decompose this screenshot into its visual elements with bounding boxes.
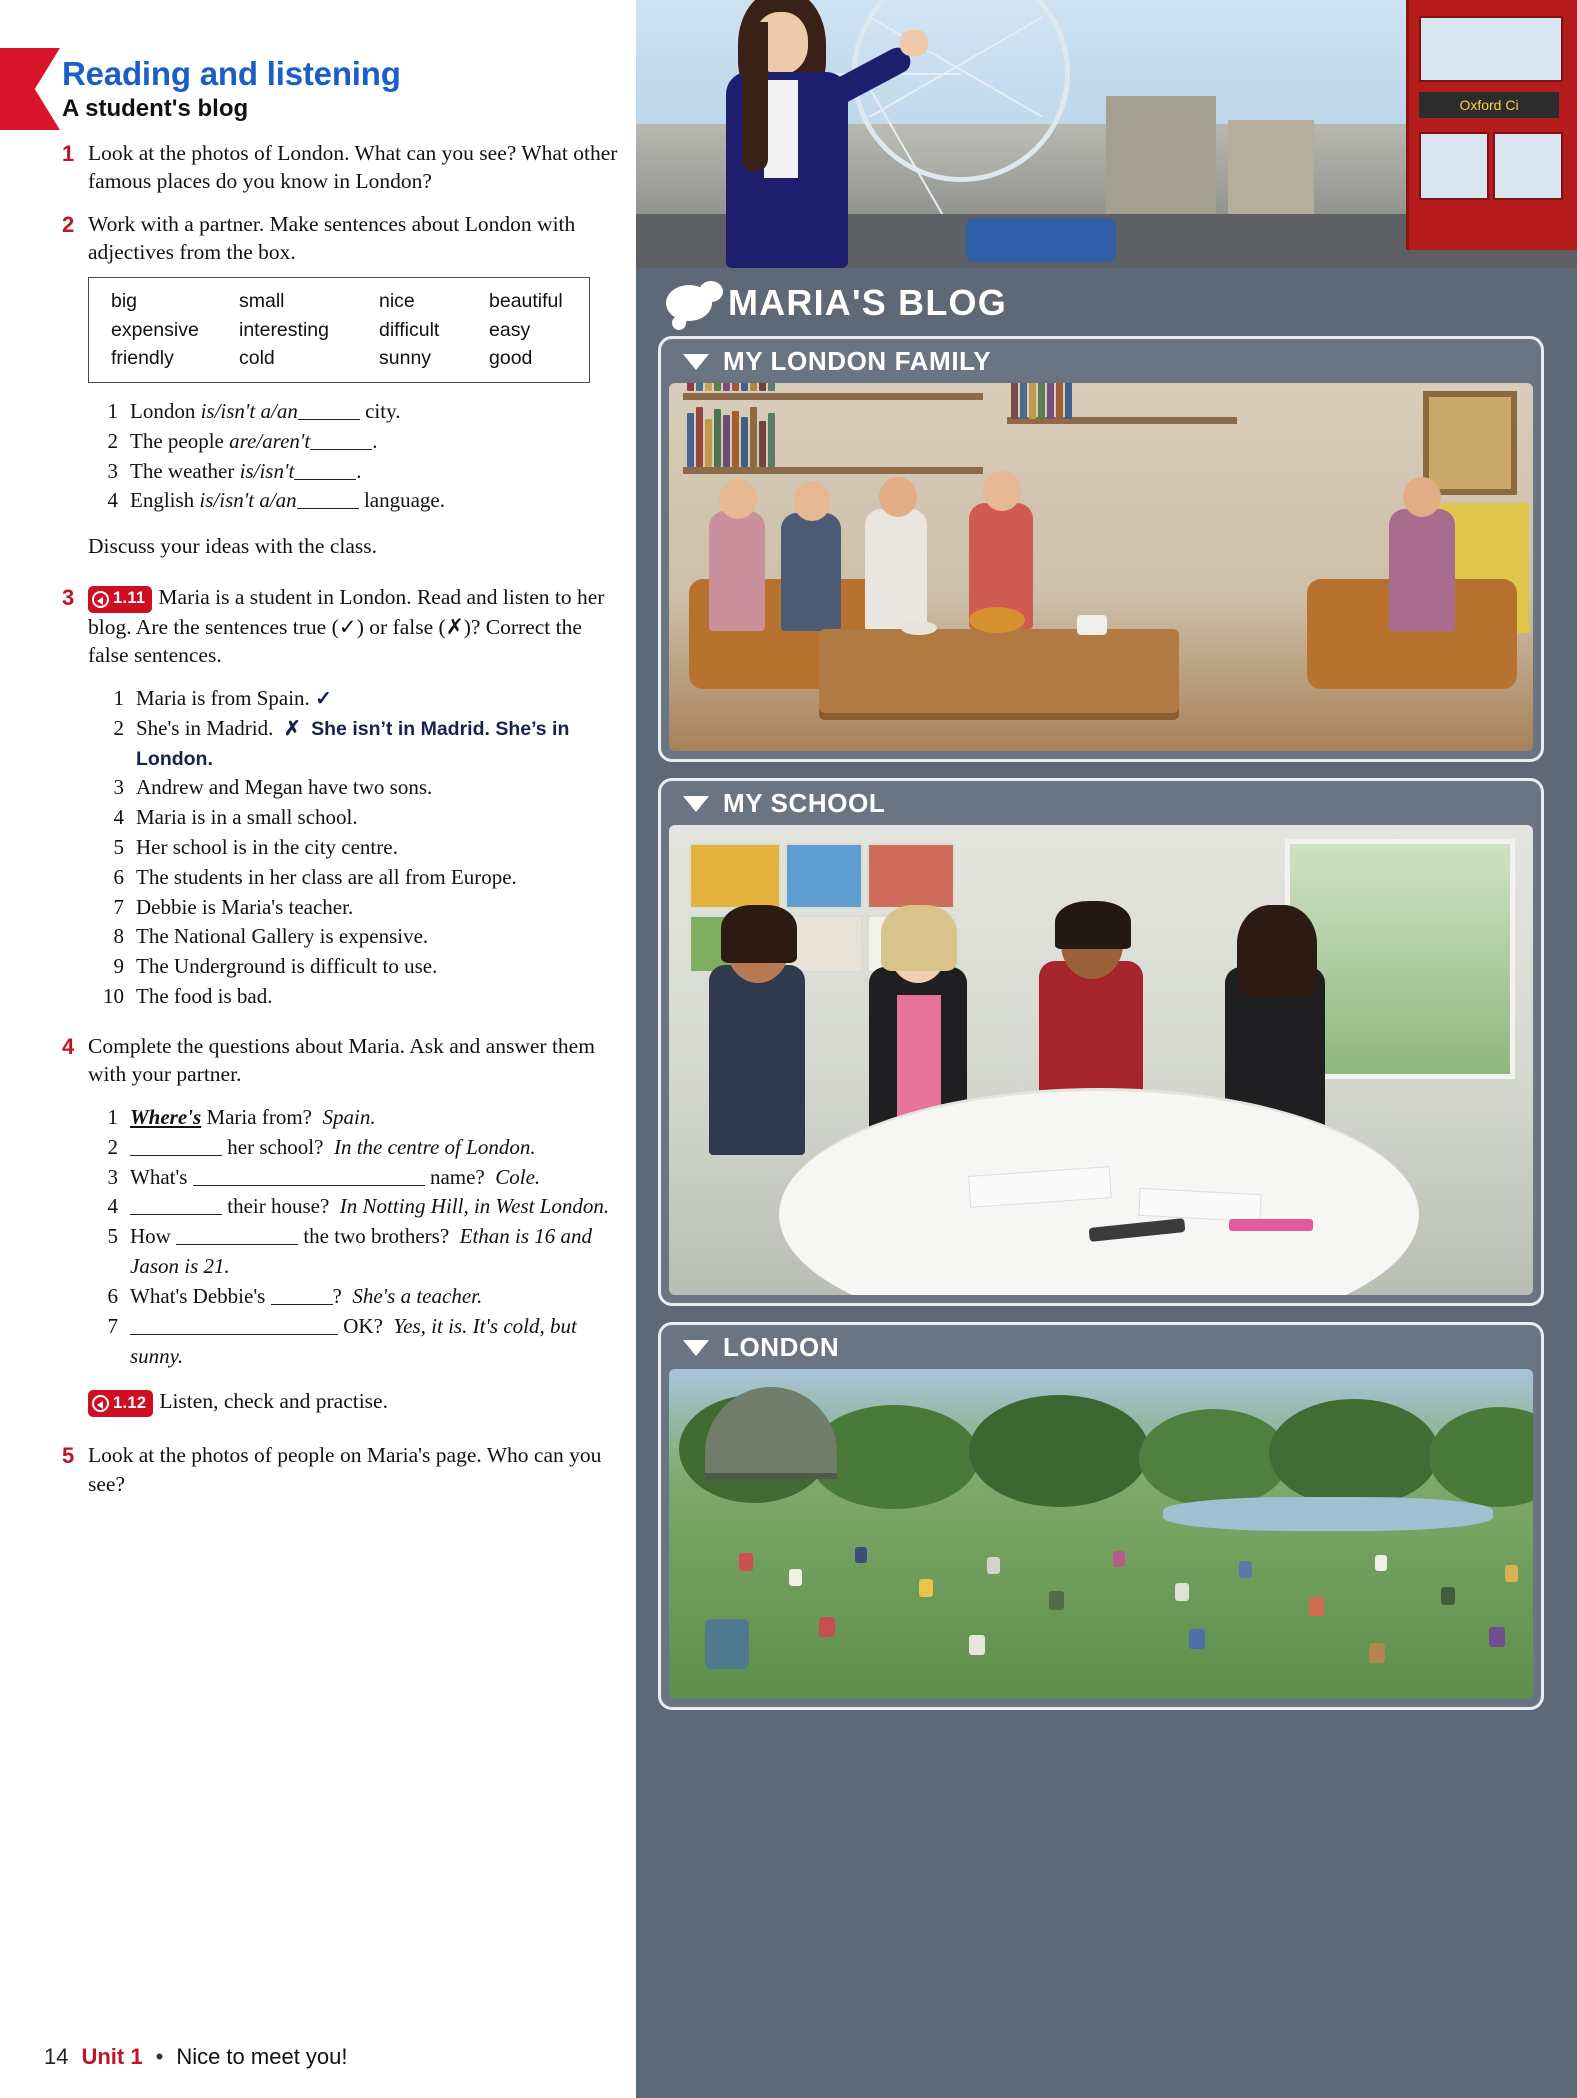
plate bbox=[901, 621, 937, 635]
item-number: 5 bbox=[113, 834, 124, 859]
hero-photo-london-eye bbox=[636, 0, 1577, 268]
model-answer: In Notting Hill, in West London. bbox=[339, 1194, 610, 1219]
wall-poster bbox=[689, 843, 781, 909]
exercise-1-text: Look at the photos of London. What can you see? What other famous places do you know in London? bbox=[88, 140, 618, 194]
item-number: 2 bbox=[113, 715, 124, 740]
list-item bbox=[88, 863, 622, 893]
books bbox=[687, 383, 775, 391]
exercise-4-number: 4 bbox=[62, 1033, 75, 1059]
exercise-5 bbox=[62, 1441, 622, 1498]
item-number: 5 bbox=[107, 1224, 118, 1249]
list-item bbox=[88, 1192, 622, 1222]
question-post: her school? bbox=[222, 1134, 324, 1159]
exercise-4-body bbox=[88, 1032, 622, 1418]
person-head bbox=[793, 481, 831, 521]
question-pre: What's Debbie's bbox=[130, 1283, 271, 1308]
triangle-down-icon[interactable] bbox=[683, 796, 709, 812]
figure-hand bbox=[900, 30, 928, 56]
item-text bbox=[130, 1282, 622, 1312]
question-pre: How bbox=[130, 1224, 177, 1249]
item-text bbox=[130, 486, 622, 516]
audio-badge-1-11[interactable] bbox=[88, 586, 152, 613]
person-head bbox=[983, 471, 1021, 511]
person bbox=[1389, 509, 1455, 631]
list-item bbox=[88, 893, 622, 923]
blog-header bbox=[636, 268, 1577, 336]
student-hair bbox=[1237, 905, 1317, 997]
question-pre: What's bbox=[130, 1164, 193, 1189]
item-text bbox=[130, 457, 622, 487]
blog-title: MARIA'S BLOG bbox=[728, 282, 1007, 323]
question-post: their house? bbox=[222, 1194, 330, 1219]
item-text: The students in her class are all from Europe. bbox=[136, 864, 517, 889]
student-photo-figure bbox=[692, 0, 892, 268]
cup bbox=[1077, 615, 1107, 635]
student-hair bbox=[1055, 901, 1131, 949]
adjective-word: small bbox=[239, 289, 285, 312]
item-text: Debbie is Maria's teacher. bbox=[136, 894, 354, 919]
speaker-icon bbox=[92, 591, 109, 608]
exercise-3-text: Maria is a student in London. Read and listen to her blog. Are the sentences true (✓) or false (✗)? Correct the false sentences. bbox=[88, 584, 605, 668]
sentence-post: . bbox=[372, 428, 378, 453]
person-head bbox=[719, 479, 757, 519]
section-label: LONDON bbox=[723, 1332, 840, 1362]
adjectives-row bbox=[89, 344, 589, 373]
adjective-word: difficult bbox=[379, 318, 440, 341]
exercise-4-text: Complete the questions about Maria. Ask and answer them with your partner. bbox=[88, 1033, 595, 1087]
item-number: 1 bbox=[107, 1105, 118, 1130]
item-text: The food is bad. bbox=[136, 984, 273, 1009]
item-number: 3 bbox=[107, 1164, 118, 1189]
exercise-5-number: 5 bbox=[62, 1443, 75, 1469]
sentence-choice: is/isn't a/an bbox=[200, 398, 298, 423]
answer-blank[interactable] bbox=[130, 1312, 338, 1334]
answer-blank[interactable] bbox=[130, 1133, 222, 1155]
blog-column bbox=[636, 0, 1577, 2098]
exercise-2-text: Work with a partner. Make sentences about London with adjectives from the box. bbox=[88, 211, 576, 265]
list-item bbox=[88, 684, 622, 714]
wall-poster bbox=[867, 843, 955, 909]
list-item bbox=[88, 457, 622, 487]
item-number: 3 bbox=[107, 458, 118, 483]
fruit-bowl bbox=[969, 607, 1025, 633]
student bbox=[709, 965, 805, 1155]
left-text-column bbox=[62, 56, 622, 1513]
person-head bbox=[1403, 477, 1441, 517]
double-decker-bus bbox=[1406, 0, 1577, 250]
adjective-word: sunny bbox=[379, 347, 432, 370]
bus-window bbox=[1419, 132, 1489, 200]
model-answer: She's a teacher. bbox=[352, 1283, 483, 1308]
list-item bbox=[88, 922, 622, 952]
unit-label: Unit 1 bbox=[81, 2044, 143, 2069]
model-answer: In the centre of London. bbox=[333, 1134, 536, 1159]
adjective-word: big bbox=[111, 289, 138, 312]
list-item bbox=[88, 982, 622, 1012]
model-answer: Ethan is 16 and Jason is 21. bbox=[130, 1224, 593, 1279]
wall-poster bbox=[785, 843, 863, 909]
list-item bbox=[88, 773, 622, 803]
sentence-pre: The people bbox=[130, 428, 230, 453]
books bbox=[687, 405, 775, 467]
answer-blank[interactable] bbox=[297, 487, 359, 509]
item-text bbox=[130, 397, 622, 427]
item-number: 3 bbox=[113, 775, 124, 800]
item-number: 6 bbox=[107, 1283, 118, 1308]
unit-title: Nice to meet you! bbox=[176, 2044, 348, 2069]
sentence-post: language. bbox=[358, 488, 445, 513]
adjective-word: beautiful bbox=[489, 289, 563, 312]
page-number: 14 bbox=[44, 2044, 69, 2069]
adjectives-row bbox=[89, 287, 589, 316]
speaker-icon bbox=[92, 1395, 109, 1412]
adjective-word: nice bbox=[379, 289, 415, 312]
figure-top bbox=[764, 80, 798, 178]
audio-badge-1-12[interactable] bbox=[88, 1390, 153, 1417]
blog-section-london[interactable] bbox=[658, 1322, 1544, 1710]
exercise-3-statement-list bbox=[88, 684, 622, 1012]
item-text: The Underground is difficult to use. bbox=[136, 954, 438, 979]
triangle-down-icon[interactable] bbox=[683, 1340, 709, 1356]
exercise-2-discuss: Discuss your ideas with the class. bbox=[88, 534, 378, 559]
statement-text: She's in Madrid. bbox=[136, 715, 274, 740]
person bbox=[865, 509, 927, 631]
footer-separator: • bbox=[155, 2044, 164, 2069]
person bbox=[709, 511, 765, 631]
audio-track-number: 1.11 bbox=[113, 589, 146, 608]
bus-window bbox=[1493, 132, 1563, 200]
exercise-1-number: 1 bbox=[62, 140, 75, 166]
item-number: 6 bbox=[113, 864, 124, 889]
park-visitors bbox=[669, 1539, 1533, 1689]
page-title: Reading and listening bbox=[62, 55, 401, 92]
model-answer: Spain. bbox=[322, 1105, 376, 1130]
exercise-2-sentence-list bbox=[88, 397, 622, 516]
truefalse-mark[interactable]: ✓ bbox=[315, 687, 332, 710]
item-number: 7 bbox=[107, 1313, 118, 1338]
item-text: Her school is in the city centre. bbox=[136, 834, 398, 859]
item-number: 8 bbox=[113, 924, 124, 949]
adjective-word: interesting bbox=[239, 318, 329, 341]
page-subtitle: A student's blog bbox=[62, 94, 249, 122]
highlighter-pen bbox=[1229, 1219, 1313, 1231]
red-corner-tab bbox=[0, 48, 60, 130]
item-number: 4 bbox=[113, 805, 124, 830]
section-header[interactable] bbox=[661, 1325, 1541, 1369]
deckchair bbox=[705, 1619, 749, 1669]
list-item bbox=[88, 1222, 622, 1282]
sentence-choice: is/isn't bbox=[239, 458, 295, 483]
section-label: MY LONDON FAMILY bbox=[723, 346, 992, 376]
adjective-word: expensive bbox=[111, 318, 199, 341]
wall-picture bbox=[1423, 391, 1517, 495]
blog-panel bbox=[636, 268, 1577, 2098]
item-text: Maria is in a small school. bbox=[136, 805, 358, 830]
list-item bbox=[88, 1133, 622, 1163]
sentence-choice: is/isn't a/an bbox=[199, 488, 297, 513]
item-text: The National Gallery is expensive. bbox=[136, 924, 429, 949]
list-item bbox=[88, 1282, 622, 1312]
item-text bbox=[130, 1103, 622, 1133]
exercise-1 bbox=[62, 139, 622, 196]
list-item bbox=[88, 714, 622, 774]
photo-family-living-room bbox=[669, 383, 1533, 751]
correction-answer: She isn’t in Madrid. She’s in London. bbox=[136, 717, 570, 770]
adjective-word: friendly bbox=[111, 347, 174, 370]
photo-classroom-students bbox=[669, 825, 1533, 1295]
triangle-down-icon[interactable] bbox=[683, 354, 709, 370]
building bbox=[1106, 96, 1216, 216]
item-number: 10 bbox=[103, 984, 124, 1009]
list-item bbox=[88, 1312, 622, 1372]
list-item bbox=[88, 952, 622, 982]
person-head bbox=[879, 477, 917, 517]
bookshelf bbox=[683, 467, 983, 474]
list-item bbox=[88, 1103, 622, 1133]
answer-blank[interactable] bbox=[130, 1193, 222, 1215]
figure-hair-strand bbox=[742, 22, 768, 172]
answer-blank[interactable] bbox=[271, 1283, 333, 1305]
exercise-5-text: Look at the photos of people on Maria's page. Who can you see? bbox=[88, 1443, 602, 1496]
person bbox=[781, 513, 841, 631]
list-item bbox=[88, 486, 622, 516]
item-text bbox=[136, 714, 622, 774]
exercise-3-number: 3 bbox=[62, 584, 75, 610]
answer-blank[interactable] bbox=[193, 1163, 425, 1185]
exercise-3 bbox=[62, 583, 622, 1012]
item-number: 1 bbox=[107, 398, 118, 423]
building bbox=[1228, 120, 1314, 216]
photo-london-park bbox=[669, 1369, 1533, 1699]
list-item bbox=[88, 833, 622, 863]
statement-text: Maria is from Spain. bbox=[136, 685, 310, 710]
exercise-3-body bbox=[88, 583, 622, 1012]
section-header[interactable] bbox=[661, 781, 1541, 825]
item-number: 2 bbox=[107, 1134, 118, 1159]
item-number: 2 bbox=[107, 428, 118, 453]
speech-bubble-icon bbox=[666, 285, 712, 321]
adjectives-box bbox=[88, 277, 590, 383]
exercise-4-listen-text: Listen, check and practise. bbox=[159, 1389, 388, 1414]
exercise-4 bbox=[62, 1032, 622, 1418]
answer-blank[interactable] bbox=[176, 1223, 298, 1245]
adjective-word: good bbox=[489, 347, 533, 370]
sentence-post: . bbox=[356, 458, 362, 483]
sentence-pre: London bbox=[130, 398, 201, 423]
blog-section-my-london-family[interactable] bbox=[658, 336, 1544, 762]
item-text bbox=[130, 427, 622, 457]
student-hair bbox=[881, 905, 957, 971]
list-item bbox=[88, 397, 622, 427]
item-number: 4 bbox=[107, 1194, 118, 1219]
truefalse-mark[interactable]: ✗ bbox=[283, 717, 301, 740]
item-number: 1 bbox=[113, 685, 124, 710]
bookshelf bbox=[683, 393, 983, 400]
blog-section-my-school[interactable] bbox=[658, 778, 1544, 1306]
item-text bbox=[130, 1133, 622, 1163]
bus-window bbox=[1419, 16, 1563, 82]
exercise-2 bbox=[62, 210, 622, 561]
books bbox=[1011, 383, 1072, 419]
page-footer bbox=[44, 2044, 348, 2070]
item-number: 4 bbox=[107, 488, 118, 513]
sentence-pre: The weather bbox=[130, 458, 240, 483]
adjectives-row bbox=[89, 316, 589, 345]
question-post: name? bbox=[424, 1164, 485, 1189]
item-number: 7 bbox=[113, 894, 124, 919]
exercise-2-body bbox=[88, 210, 622, 561]
coffee-table bbox=[819, 629, 1179, 713]
item-text bbox=[130, 1192, 622, 1222]
question-post: the two brothers? bbox=[298, 1224, 450, 1249]
answer-blank[interactable] bbox=[294, 457, 356, 479]
list-item bbox=[88, 803, 622, 833]
item-text bbox=[130, 1163, 622, 1193]
bus-destination-sign: Oxford Ci bbox=[1419, 92, 1559, 118]
list-item bbox=[88, 427, 622, 457]
section-header[interactable] bbox=[661, 339, 1541, 383]
item-text bbox=[130, 1222, 622, 1282]
question-post: OK? bbox=[338, 1313, 383, 1338]
question-post: Maria from? bbox=[201, 1105, 312, 1130]
model-answer: Cole. bbox=[495, 1164, 541, 1189]
sentence-pre: English bbox=[130, 488, 200, 513]
item-text bbox=[136, 684, 622, 714]
question-post: ? bbox=[332, 1283, 342, 1308]
model-answer: Yes, it is. It's cold, but sunny. bbox=[130, 1313, 577, 1368]
audio-track-number: 1.12 bbox=[113, 1393, 147, 1412]
adjective-word: cold bbox=[239, 347, 275, 370]
lake bbox=[1163, 1497, 1493, 1531]
list-item bbox=[88, 1163, 622, 1193]
exercise-4-question-list bbox=[88, 1103, 622, 1371]
exercise-4-listen-row bbox=[88, 1387, 622, 1417]
sentence-post: city. bbox=[359, 398, 401, 423]
answer-blank[interactable] bbox=[298, 397, 360, 419]
student-hair bbox=[721, 905, 797, 963]
section-label: MY SCHOOL bbox=[723, 788, 886, 818]
item-text: Andrew and Megan have two sons. bbox=[136, 775, 433, 800]
item-number: 9 bbox=[113, 954, 124, 979]
sentence-choice: are/aren't bbox=[229, 428, 311, 453]
filled-answer[interactable]: Where's bbox=[130, 1105, 202, 1130]
exercise-2-number: 2 bbox=[62, 211, 75, 237]
adjective-word: easy bbox=[489, 318, 531, 341]
car bbox=[966, 218, 1116, 262]
answer-blank[interactable] bbox=[310, 427, 372, 449]
item-text bbox=[130, 1312, 622, 1372]
